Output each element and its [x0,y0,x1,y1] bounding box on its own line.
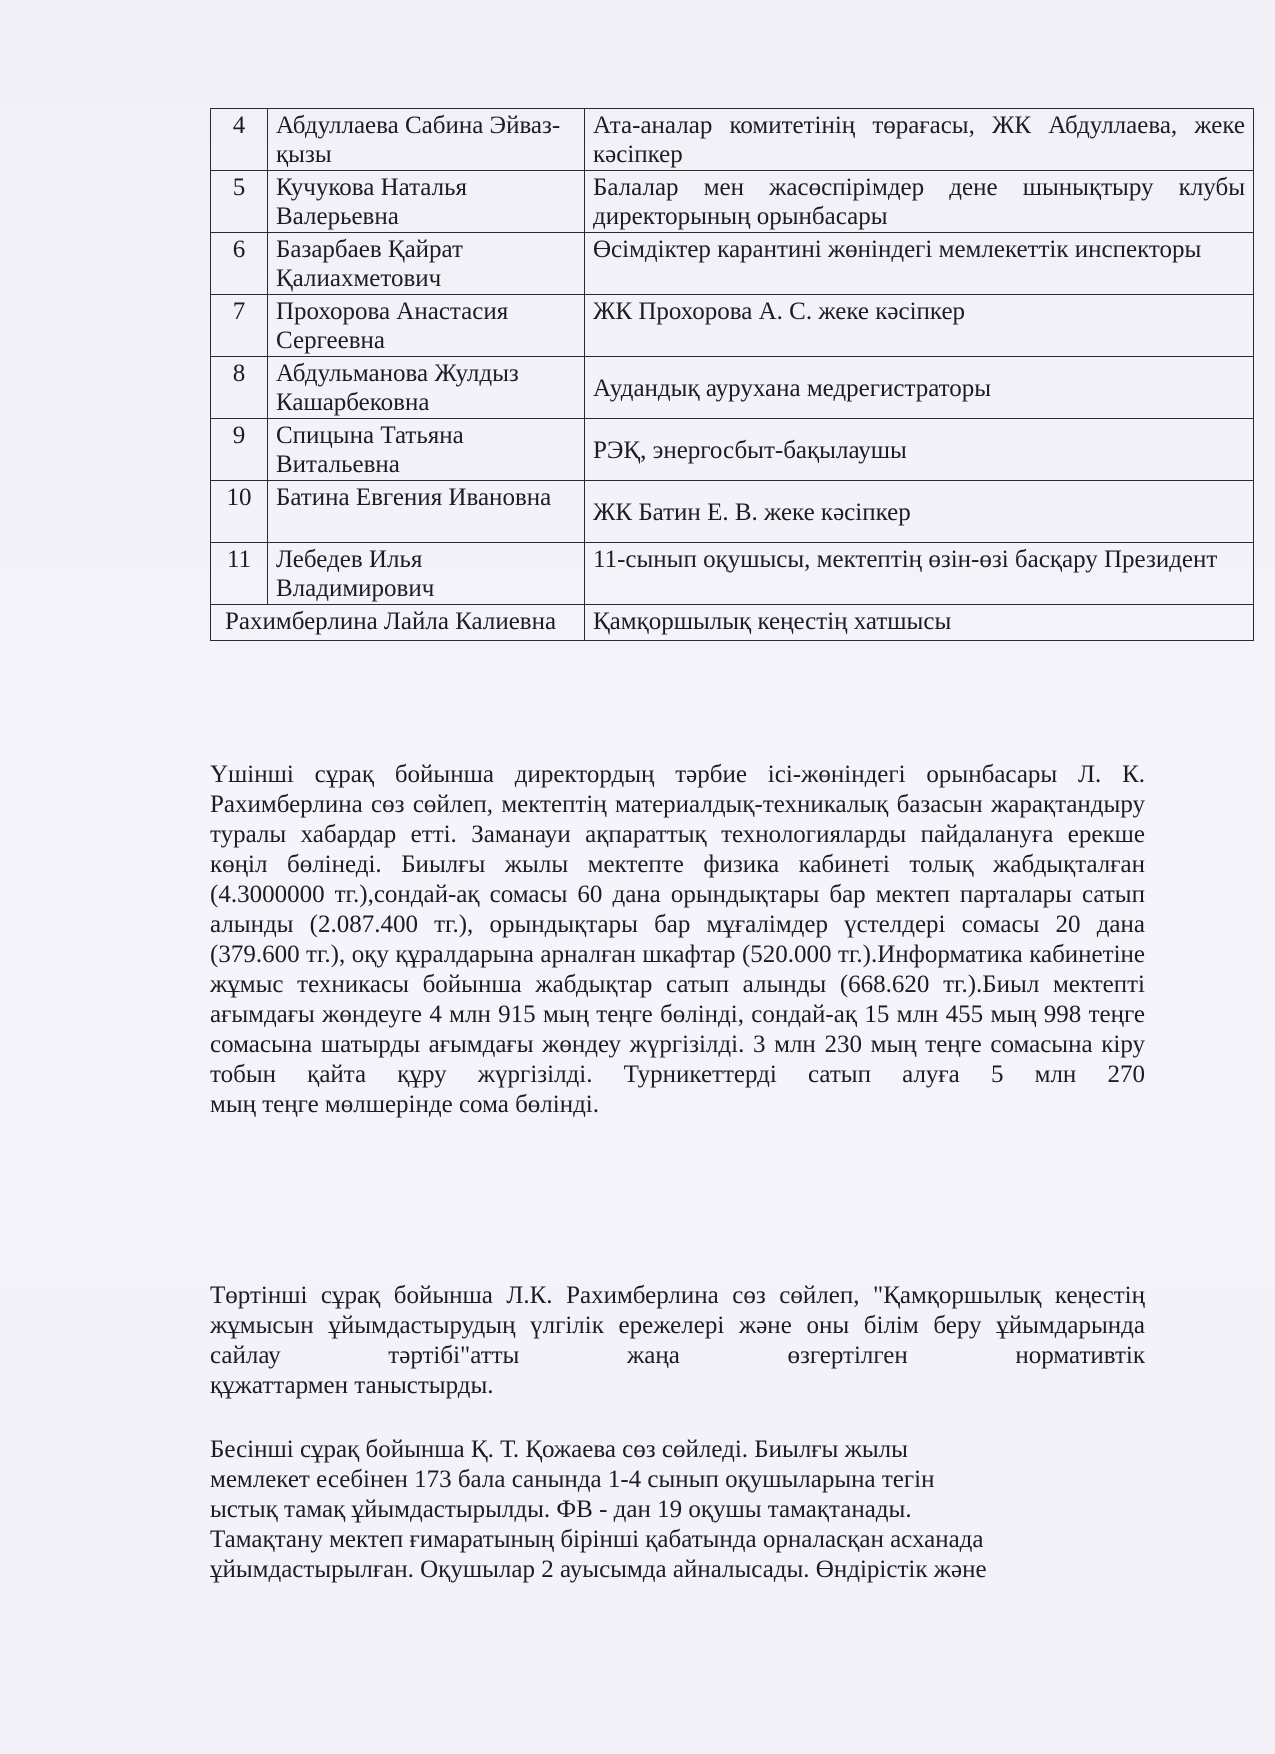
table-row [211,357,1254,419]
member-name: Батина Евгения Ивановна [268,481,585,543]
members-table [210,108,1254,641]
paragraph-fifth-question [210,1435,1145,1585]
member-name: Кучукова Наталья Валерьевна [268,171,585,233]
member-role: РЭҚ, энергосбыт-бақылаушы [585,419,1254,481]
row-number: 7 [211,295,268,357]
paragraph-third-question [210,760,1145,1120]
paragraph-line: Бесінші сұрақ бойынша Қ. Т. Қожаева сөз сөйледі. Биылғы жылы [210,1436,908,1463]
row-number: 6 [211,233,268,295]
member-role: ЖК Батин Е. В. жеке кәсіпкер [585,481,1254,543]
member-role: Аудандық аурухана медрегистраторы [585,357,1254,419]
member-name: Абдуллаева Сабина Эйваз-қызы [268,109,585,171]
row-number: 5 [211,171,268,233]
paragraph-text: Төртінші сұрақ бойынша Л.К. Рахимберлина сөз сөйлеп, "Қамқоршылық кеңестің жұмысын ұйымдастырудың үлгілік ережелері және оны білім беру ұйымдарында сайлау тәртібі"атты жаңа өзгертілген нормативтік [210,1282,1145,1369]
row-number: 8 [211,357,268,419]
table-row [211,419,1254,481]
member-name: Абдульманова Жулдыз Кашарбековна [268,357,585,419]
member-name: Базарбаев Қайрат Қалиахметович [268,233,585,295]
paragraph-last-line: құжаттармен таныстырды. [210,1372,494,1399]
row-number: 11 [211,543,268,605]
table-row [211,481,1254,543]
secretary-role: Қамқоршылық кеңестің хатшысы [585,605,1254,641]
paragraph-last-line: мың теңге мөлшерінде сома бөлінді. [210,1091,600,1118]
table-row [211,109,1254,171]
member-role: 11-сынып оқушысы, мектептің өзін-өзі басқару Президент [585,543,1254,605]
paragraph-text: Үшінші сұрақ бойынша директордың тәрбие ісі-жөніндегі орынбасары Л. К. Рахимберлина сөз сөйлеп, мектептің материалдық-техникалық базасын жарақтандыру туралы хабардар етті. Заманауи ақпараттық технологияларды пайдалануға ерекше көңіл бөлінеді. Биылғы жылы мектепте физика кабинеті толық жабдықталған (4.3000000 тг.),сондай-ақ сомасы 60 дана орындықтары бар мектеп парталары сатып алынды (2.087.400 тг.), орындықтары бар мұғалімдер үстелдері сомасы 20 дана (379.600 тг.), оқу құралдарына арналған шкафтар (520.000 тг.).Информатика кабинетіне жұмыс техникасы бойынша жабдықтар сатып алынды (668.620 тг.).Биыл мектепті ағымдағы жөндеуге 4 млн 915 мың теңге бөлінді, сондай-ақ 15 млн 455 мың 998 теңге сомасына шатырды ағымдағы жөндеу жүргізілді. 3 млн 230 мың теңге сомасына кіру тобын қайта құру жүргізілді. Турникеттерді сатып алуға 5 млн 270 [210,761,1145,1088]
member-role: Балалар мен жасөспірімдер дене шынықтыру клубы директорының орынбасары [585,171,1254,233]
member-role: Өсімдіктер карантині жөніндегі мемлекеттік инспекторы [585,233,1254,295]
paragraph-line: Тамақтану мектеп ғимаратының бірінші қабатында орналасқан асханада [210,1526,984,1553]
row-number: 9 [211,419,268,481]
secretary-name: Рахимберлина Лайла Калиевна [211,605,585,641]
table-row [211,543,1254,605]
secretary-row [211,605,1254,641]
table-row [211,295,1254,357]
paragraph-line: мемлекет есебінен 173 бала санында 1-4 сынып оқушыларына тегін [210,1466,935,1493]
row-number: 10 [211,481,268,543]
member-name: Прохорова Анастасия Сергеевна [268,295,585,357]
member-name: Спицына Татьяна Витальевна [268,419,585,481]
member-role: Ата-аналар комитетінің төрағасы, ЖК Абдуллаева, жеке кәсіпкер [585,109,1254,171]
paragraph-line: ұйымдастырылған. Оқушылар 2 ауысымда айналысады. Өндірістік және [210,1556,987,1583]
member-name: Лебедев Илья Владимирович [268,543,585,605]
member-role: ЖК Прохорова А. С. жеке кәсіпкер [585,295,1254,357]
paragraph-fourth-question [210,1281,1145,1401]
paragraph-line: ыстық тамақ ұйымдастырылды. ФВ - дан 19 оқушы тамақтанады. [210,1496,912,1523]
row-number: 4 [211,109,268,171]
table-row [211,171,1254,233]
table-row [211,233,1254,295]
